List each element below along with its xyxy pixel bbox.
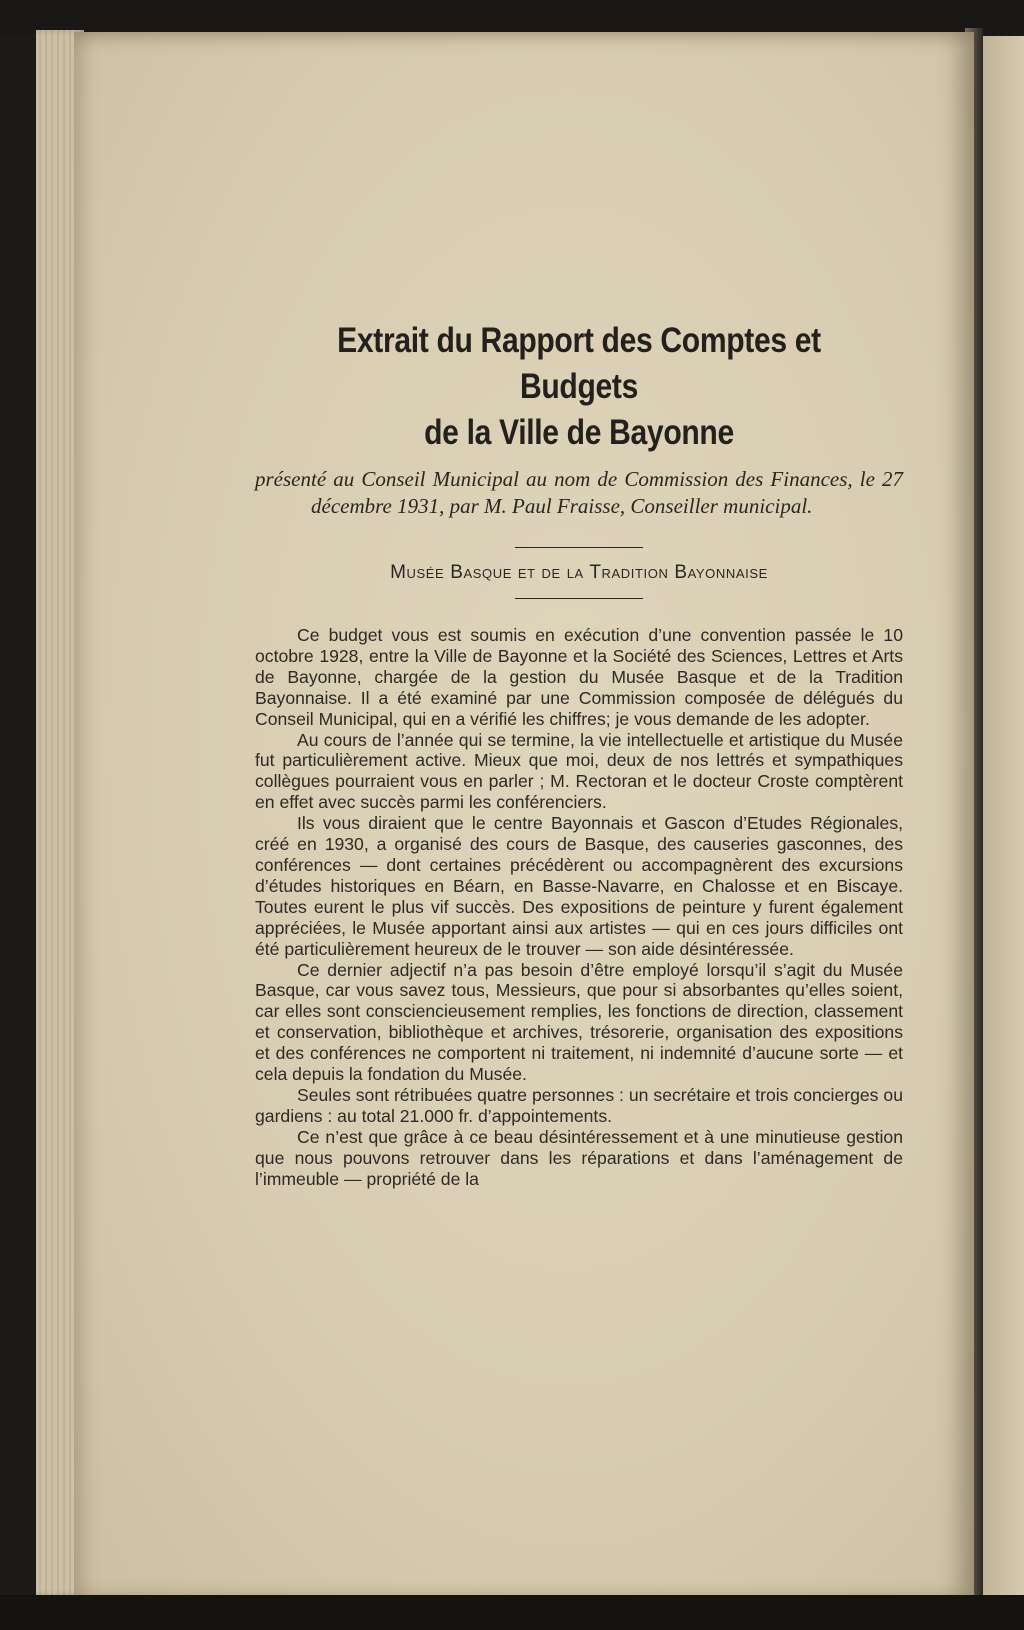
section-title: Musée Basque et de la Tradition Bayonnaise xyxy=(390,562,768,583)
document-subtitle: présenté au Conseil Municipal au nom de Commission des Finances, le 27 décembre 1931, par M. Paul Fraisse, Conseiller municipal. xyxy=(255,467,903,518)
paragraph: Au cours de l’année qui se termine, la vie intellectuelle et artistique du Musée fut particulièrement active. Mieux que moi, deux de nos lettrés et sympathiques collègues pourraient vous en parler ; M. Rectoran et le docteur Croste comptèrent en effet avec succès parmi les conférenciers. xyxy=(255,729,903,813)
title-line-2: de la Ville de Bayonne xyxy=(424,413,734,452)
body-text xyxy=(255,625,903,1189)
divider-bottom xyxy=(515,598,643,599)
title-line-1: Extrait du Rapport des Comptes et Budgets xyxy=(337,321,821,406)
paragraph: Ce dernier adjectif n’a pas besoin d’être employé lorsqu’il s’agit du Musée Basque, car vous savez tous, Messieurs, que pour si absorbantes qu’elles soient, car elles sont consciencieusement remplies, les fonctions de direction, classement et conservation, bibliothèque et archives, trésorerie, organisation des expositions et des conférences ne comportent ni traitement, ni indemnité d’aucune sorte — et cela depuis la fondation du Musée. xyxy=(255,959,903,1085)
page-content xyxy=(255,318,903,1189)
paragraph: Seules sont rétribuées quatre personnes : un secrétaire et trois concierges ou gardiens : au total 21.000 fr. d’appointements. xyxy=(255,1084,903,1126)
scan-background-top xyxy=(0,0,1024,34)
document-title xyxy=(300,318,857,456)
divider-top xyxy=(515,547,643,548)
paragraph: Ils vous diraient que le centre Bayonnais et Gascon d’Etudes Régionales, créé en 1930, a organisé des cours de Basque, des causeries gasconnes, des conférences — dont certaines précédèrent ou accompagnèrent des excursions d’études historiques en Béarn, en Basse-Navarre, en Chalosse et en Biscaye. Toutes eurent le plus vif succès. Des expositions de peinture y furent également appréciées, le Musée apportant ainsi aux artistes — qui en ces jours difficiles ont été particulièrement heureux de le trouver — son aide désintéressée. xyxy=(255,813,903,959)
paragraph: Ce budget vous est soumis en exécution d’une convention passée le 10 octobre 1928, entre la Ville de Bayonne et la Société des Sciences, Lettres et Arts de Bayonne, chargée de la gestion du Musée Basque et de la Tradition Bayonnaise. Il a été examiné par une Commission composée de délégués du Conseil Municipal, qui en a vérifié les chiffres; je vous demande de les adopter. xyxy=(255,625,903,729)
scan-background-bottom xyxy=(0,1595,1024,1630)
paragraph: Ce n’est que grâce à ce beau désintéressement et à une minutieuse gestion que nous pouvons retrouver dans les réparations et dans l’aménagement de l’immeuble — propriété de la xyxy=(255,1126,903,1189)
